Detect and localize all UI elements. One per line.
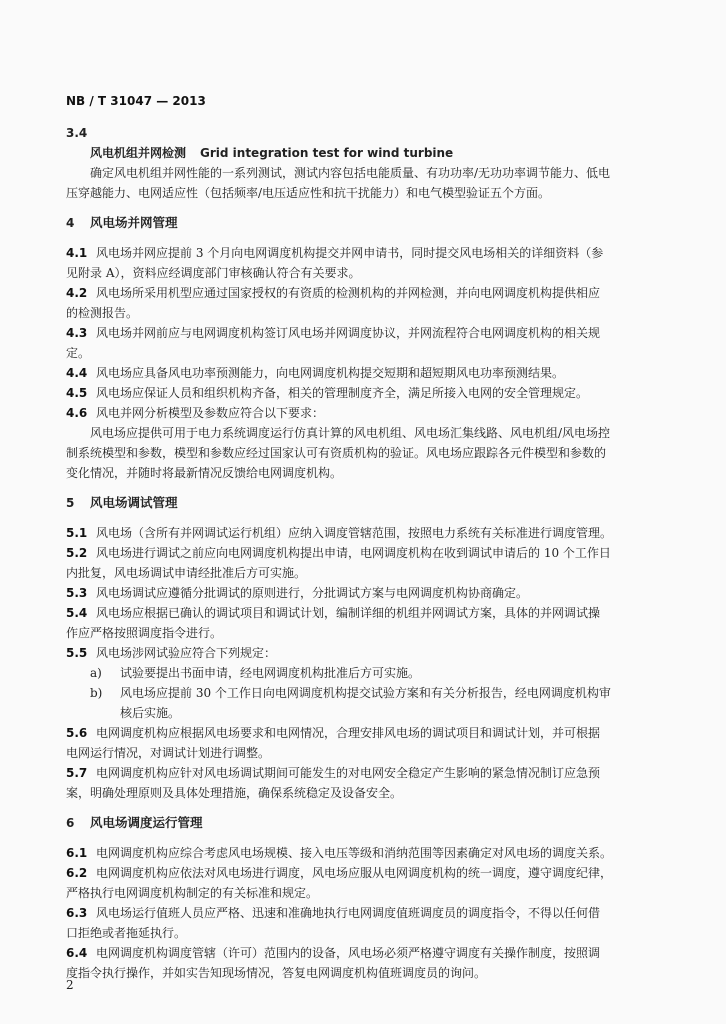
clause-line: 的检测报告。 — [66, 306, 139, 320]
clause-line: 严格执行电网调度机构制定的有关标准和规定。 — [66, 886, 319, 900]
section-title: 风电场并网管理 — [90, 215, 178, 230]
clause-text: 风电场应根据已确认的调试项目和调试计划，编制详细的机组并网调试方案，具体的并网调试操 — [96, 606, 601, 620]
clause-number: 4.2 — [66, 286, 88, 300]
clause-number: 5.5 — [66, 646, 88, 660]
clause-text: 风电场进行调试之前应向电网调度机构提出申请，电网调度机构在收到调试申请后的 10 个工作日 — [96, 546, 611, 560]
clause-text: 风电场所采用机型应通过国家授权的有资质的检测机构的并网检测，并向电网调度机构提供相应 — [96, 286, 601, 300]
clause-line — [66, 903, 664, 923]
clause-text: 风电场应保证人员和组织机构齐备，相关的管理制度齐全，满足所接入电网的安全管理规定。 — [96, 386, 589, 400]
document-body — [66, 123, 664, 983]
section-heading — [66, 493, 664, 513]
clause-line: 电网运行情况，对调试计划进行调整。 — [66, 746, 271, 760]
clause-number: 5.2 — [66, 546, 88, 560]
clause-line: 内批复，风电场调试申请经批准后方可实施。 — [66, 566, 307, 580]
clause-text: 风电场（含所有并网调试运行机组）应纳入调度管辖范围，按照电力系统有关标准进行调度管理。 — [96, 526, 613, 540]
list-item-label: b) — [90, 686, 103, 700]
clause-text: 电网调度机构调度管辖（许可）范围内的设备，风电场必须严格遵守调度有关操作制度，按照调 — [96, 946, 601, 960]
clause-text: 电网调度机构应根据风电场要求和电网情况，合理安排风电场的调试项目和调试计划，并可根据 — [96, 726, 601, 740]
clause-number: 6.4 — [66, 946, 88, 960]
clause-line — [66, 283, 664, 303]
section-heading — [66, 213, 664, 233]
clause-text: 风电场应具备风电功率预测能力，向电网调度机构提交短期和超短期风电功率预测结果。 — [96, 366, 565, 380]
list-item-text: 试验要提出书面申请，经电网调度机构批准后方可实施。 — [120, 666, 421, 680]
clause-line — [66, 583, 664, 603]
clause-text: 风电场涉网试验应符合下列规定： — [96, 646, 277, 660]
clause-line — [66, 383, 664, 403]
clause-line — [66, 943, 664, 963]
clause-number: 5.1 — [66, 526, 88, 540]
paragraph-line: 风电场应提供可用于电力系统调度运行仿真计算的风电机组、风电场汇集线路、风电机组/风电场控 — [90, 426, 611, 440]
clause-line — [66, 603, 664, 623]
clause-number: 5.3 — [66, 586, 88, 600]
clause-text: 电网调度机构应综合考虑风电场规模、接入电压等级和消纳范围等因素确定对风电场的调度关系。 — [96, 846, 613, 860]
clause-text: 电网调度机构应针对风电场调试期间可能发生的对电网安全稳定产生影响的紧急情况制订应急预 — [96, 766, 601, 780]
paragraph-line: 变化情况，并随时将最新情况反馈给电网调度机构。 — [66, 466, 343, 480]
clause-number: 5.6 — [66, 726, 88, 740]
clause-line — [66, 243, 664, 263]
clause-line — [66, 403, 664, 423]
term-definition-line: 确定风电机组并网性能的一系列测试，测试内容包括电能质量、有功功率/无功功率调节能力、低电 — [90, 166, 611, 180]
term-number — [66, 123, 664, 143]
list-item-text: 风电场应提前 30 个工作日向电网调度机构提交试验方案和有关分析报告，经电网调度机构审 — [120, 686, 611, 700]
clause-text: 风电场运行值班人员应严格、迅速和准确地执行电网调度值班调度员的调度指令，不得以任何借 — [96, 906, 601, 920]
clause-line — [66, 323, 664, 343]
term-definition-line: 压穿越能力、电网适应性（包括频率/电压适应性和抗干扰能力）和电气模型验证五个方面。 — [66, 186, 551, 200]
paragraph-line: 制系统模型和参数，模型和参数应经过国家认可有资质机构的验证。风电场应跟踪各元件模型和参数的 — [66, 446, 607, 460]
clause-number: 4.5 — [66, 386, 88, 400]
term-title-cn: 风电机组并网检测 — [90, 146, 187, 160]
clause-number: 4.3 — [66, 326, 88, 340]
clause-text: 电网调度机构应依法对风电场进行调度，风电场应服从电网调度机构的统一调度，遵守调度纪律， — [96, 866, 613, 880]
clause-number: 6.3 — [66, 906, 88, 920]
section-heading — [66, 813, 664, 833]
clause-text: 风电并网分析模型及参数应符合以下要求： — [96, 406, 325, 420]
clause-text: 风电场并网前应与电网调度机构签订风电场并网调度协议，并网流程符合电网调度机构的相关规 — [96, 326, 601, 340]
clause-line: 口拒绝或者拖延执行。 — [66, 926, 187, 940]
list-item — [66, 683, 664, 703]
clause-line: 定。 — [66, 346, 91, 360]
clause-number: 6.1 — [66, 846, 88, 860]
clause-number: 4.4 — [66, 366, 88, 380]
section-title: 风电场调度运行管理 — [90, 815, 203, 830]
standard-number-header: NB / T 31047 — 2013 — [66, 94, 206, 108]
list-item — [66, 663, 664, 683]
section-number: 6 — [66, 816, 75, 830]
clause-line — [66, 763, 664, 783]
clause-number: 4.6 — [66, 406, 88, 420]
clause-line — [66, 643, 664, 663]
clause-line — [66, 543, 664, 563]
clause-line — [66, 363, 664, 383]
section-number: 5 — [66, 496, 75, 510]
list-item: 核后实施。 — [120, 706, 181, 720]
section-number: 4 — [66, 216, 75, 230]
list-item-label: a) — [90, 666, 102, 680]
clause-line — [66, 723, 664, 743]
clause-line: 见附录 A），资料应经调度部门审核确认符合有关要求。 — [66, 266, 361, 280]
page-number: 2 — [66, 978, 74, 992]
clause-line: 作应严格按照调度指令进行。 — [66, 626, 223, 640]
clause-line — [66, 523, 664, 543]
clause-text: 风电场并网应提前 3 个月向电网调度机构提交并网申请书，同时提交风电场相关的详细资料（参 — [96, 246, 604, 260]
term-title — [66, 143, 664, 163]
term-title-en: Grid integration test for wind turbine — [200, 146, 454, 160]
clause-line — [66, 843, 664, 863]
term-number-label: 3.4 — [66, 126, 88, 140]
clause-number: 4.1 — [66, 246, 88, 260]
clause-line: 案，明确处理原则及具体处理措施，确保系统稳定及设备安全。 — [66, 786, 403, 800]
clause-line: 度指令执行操作，并如实告知现场情况，答复电网调度机构值班调度员的询问。 — [66, 966, 487, 980]
clause-number: 5.4 — [66, 606, 88, 620]
clause-number: 5.7 — [66, 766, 88, 780]
section-title: 风电场调试管理 — [90, 495, 178, 510]
clause-line — [66, 863, 664, 883]
clause-text: 风电场调试应遵循分批调试的原则进行，分批调试方案与电网调度机构协商确定。 — [96, 586, 529, 600]
clause-number: 6.2 — [66, 866, 88, 880]
